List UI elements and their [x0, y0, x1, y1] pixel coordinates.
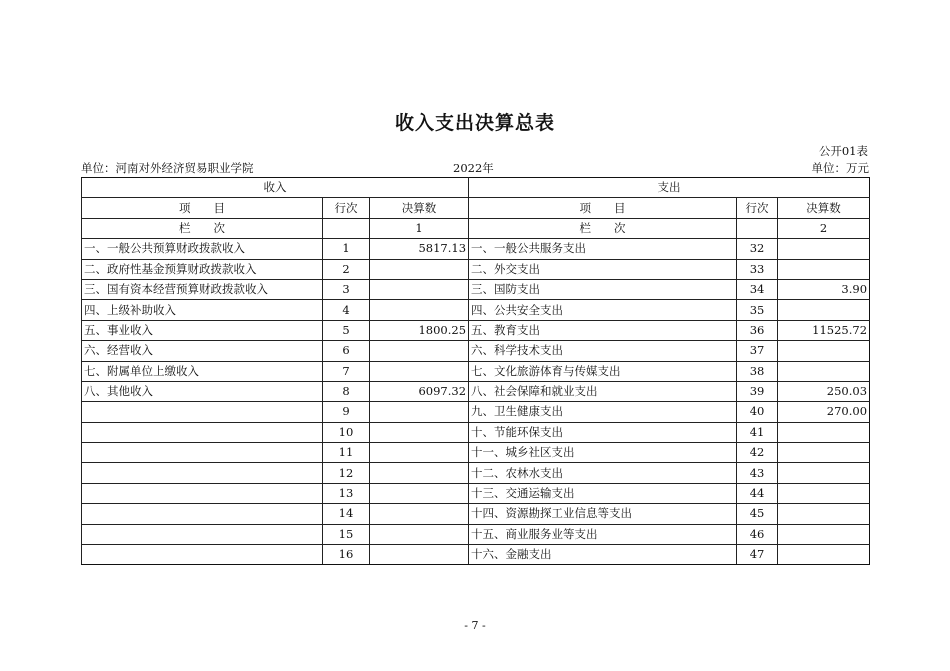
expense-row-no-cell: 42 [737, 443, 778, 463]
income-item-cell: 七、附属单位上缴收入 [82, 361, 323, 381]
expense-row-no-cell: 39 [737, 381, 778, 401]
income-amount-cell [370, 504, 469, 524]
income-amount-cell: 5817.13 [370, 239, 469, 259]
income-item-cell: 四、上级补助收入 [82, 300, 323, 320]
income-amount-cell [370, 279, 469, 299]
table-row [82, 279, 870, 299]
table-row [82, 300, 870, 320]
currency-unit: 单位：万元 [811, 161, 869, 175]
form-code: 公开01表 [818, 144, 868, 158]
expense-amount-cell [778, 361, 870, 381]
table-row [82, 341, 870, 361]
income-item-cell [82, 422, 323, 442]
expense-section-header: 支出 [469, 178, 870, 198]
expense-row-no-cell: 38 [737, 361, 778, 381]
expense-item-cell: 八、社会保障和就业支出 [469, 381, 737, 401]
expense-amount-cell [778, 239, 870, 259]
income-amount-cell [370, 463, 469, 483]
income-row-no-cell: 4 [323, 300, 370, 320]
report-year: 2022年 [453, 161, 494, 175]
expense-amount-cell: 250.03 [778, 381, 870, 401]
expense-item-header: 项 目 [469, 198, 737, 218]
income-amount-cell [370, 259, 469, 279]
income-row-no-cell: 1 [323, 239, 370, 259]
income-amount-cell [370, 483, 469, 503]
income-item-cell [82, 545, 323, 565]
income-index-label: 栏 次 [82, 218, 323, 238]
expense-row-no-cell: 41 [737, 422, 778, 442]
income-item-cell: 三、国有资本经营预算财政拨款收入 [82, 279, 323, 299]
income-row-no-cell: 14 [323, 504, 370, 524]
income-item-cell [82, 402, 323, 422]
income-row-no-cell: 8 [323, 381, 370, 401]
expense-item-cell: 六、科学技术支出 [469, 341, 737, 361]
expense-amount-cell [778, 524, 870, 544]
income-amount-cell [370, 341, 469, 361]
table-row [82, 504, 870, 524]
expense-amount-cell [778, 483, 870, 503]
expense-item-cell: 五、教育支出 [469, 320, 737, 340]
income-amount-cell [370, 300, 469, 320]
income-row-no-cell: 13 [323, 483, 370, 503]
income-row-no-cell: 5 [323, 320, 370, 340]
table-row [82, 402, 870, 422]
expense-amount-cell [778, 300, 870, 320]
expense-item-cell: 一、一般公共服务支出 [469, 239, 737, 259]
income-amount-cell: 6097.32 [370, 381, 469, 401]
reporting-unit: 单位：河南对外经济贸易职业学院 [81, 161, 254, 175]
table-row [82, 320, 870, 340]
income-row-no-cell: 16 [323, 545, 370, 565]
section-header-row [82, 178, 870, 198]
income-row-no-cell: 11 [323, 443, 370, 463]
expense-row-no-cell: 34 [737, 279, 778, 299]
expense-amount-header: 决算数 [778, 198, 870, 218]
table-row [82, 443, 870, 463]
income-item-header: 项 目 [82, 198, 323, 218]
expense-amount-cell [778, 259, 870, 279]
expense-item-cell: 十四、资源勘探工业信息等支出 [469, 504, 737, 524]
table-row [82, 239, 870, 259]
table-row [82, 483, 870, 503]
table-row [82, 524, 870, 544]
meta-row [81, 160, 869, 176]
expense-item-cell: 十五、商业服务业等支出 [469, 524, 737, 544]
expense-row-no-cell: 46 [737, 524, 778, 544]
income-item-cell: 一、一般公共预算财政拨款收入 [82, 239, 323, 259]
expense-row-no-cell: 37 [737, 341, 778, 361]
table-row [82, 259, 870, 279]
column-index-row [82, 218, 870, 238]
expense-item-cell: 四、公共安全支出 [469, 300, 737, 320]
income-row-no-cell: 6 [323, 341, 370, 361]
expense-amount-cell: 270.00 [778, 402, 870, 422]
expense-item-cell: 二、外交支出 [469, 259, 737, 279]
income-item-cell [82, 463, 323, 483]
expense-row-no-cell: 47 [737, 545, 778, 565]
income-amount-cell [370, 524, 469, 544]
expense-amount-cell: 3.90 [778, 279, 870, 299]
income-amount-cell [370, 545, 469, 565]
expense-row-no-cell: 35 [737, 300, 778, 320]
income-col-index: 1 [370, 218, 469, 238]
income-item-cell: 五、事业收入 [82, 320, 323, 340]
table-row [82, 422, 870, 442]
expense-amount-cell [778, 545, 870, 565]
expense-row-no-cell: 40 [737, 402, 778, 422]
expense-item-cell: 三、国防支出 [469, 279, 737, 299]
expense-row-no-cell: 45 [737, 504, 778, 524]
expense-row-no-cell: 44 [737, 483, 778, 503]
income-amount-cell [370, 443, 469, 463]
income-amount-cell [370, 402, 469, 422]
income-row-no-cell: 2 [323, 259, 370, 279]
income-item-cell [82, 443, 323, 463]
expense-item-cell: 十二、农林水支出 [469, 463, 737, 483]
income-amount-cell [370, 361, 469, 381]
income-row-no-cell: 9 [323, 402, 370, 422]
expense-item-cell: 九、卫生健康支出 [469, 402, 737, 422]
income-item-cell [82, 483, 323, 503]
expense-index-label: 栏 次 [469, 218, 737, 238]
table-row [82, 361, 870, 381]
expense-row-no-cell: 36 [737, 320, 778, 340]
budget-summary-table [81, 177, 870, 565]
page-number: - 7 - [464, 619, 486, 632]
income-amount-cell [370, 422, 469, 442]
expense-index-blank [737, 218, 778, 238]
expense-item-cell: 十六、金融支出 [469, 545, 737, 565]
expense-item-cell: 十一、城乡社区支出 [469, 443, 737, 463]
expense-amount-cell [778, 422, 870, 442]
table-row [82, 545, 870, 565]
table-row [82, 381, 870, 401]
income-item-cell [82, 504, 323, 524]
income-row-no-cell: 12 [323, 463, 370, 483]
expense-item-cell: 十三、交通运输支出 [469, 483, 737, 503]
income-row-no-header: 行次 [323, 198, 370, 218]
income-row-no-cell: 7 [323, 361, 370, 381]
page-title: 收入支出决算总表 [394, 112, 555, 134]
income-row-no-cell: 15 [323, 524, 370, 544]
table-row [82, 463, 870, 483]
income-index-blank [323, 218, 370, 238]
expense-row-no-header: 行次 [737, 198, 778, 218]
expense-row-no-cell: 33 [737, 259, 778, 279]
expense-amount-cell [778, 463, 870, 483]
column-header-row [82, 198, 870, 218]
expense-amount-cell [778, 443, 870, 463]
income-item-cell: 六、经营收入 [82, 341, 323, 361]
expense-amount-cell [778, 341, 870, 361]
expense-item-cell: 十、节能环保支出 [469, 422, 737, 442]
expense-col-index: 2 [778, 218, 870, 238]
income-amount-header: 决算数 [370, 198, 469, 218]
expense-item-cell: 七、文化旅游体育与传媒支出 [469, 361, 737, 381]
income-item-cell: 二、政府性基金预算财政拨款收入 [82, 259, 323, 279]
expense-row-no-cell: 32 [737, 239, 778, 259]
income-item-cell [82, 524, 323, 544]
expense-amount-cell [778, 504, 870, 524]
income-section-header: 收入 [82, 178, 469, 198]
income-row-no-cell: 3 [323, 279, 370, 299]
income-item-cell: 八、其他收入 [82, 381, 323, 401]
expense-amount-cell: 11525.72 [778, 320, 870, 340]
income-row-no-cell: 10 [323, 422, 370, 442]
expense-row-no-cell: 43 [737, 463, 778, 483]
income-amount-cell: 1800.25 [370, 320, 469, 340]
